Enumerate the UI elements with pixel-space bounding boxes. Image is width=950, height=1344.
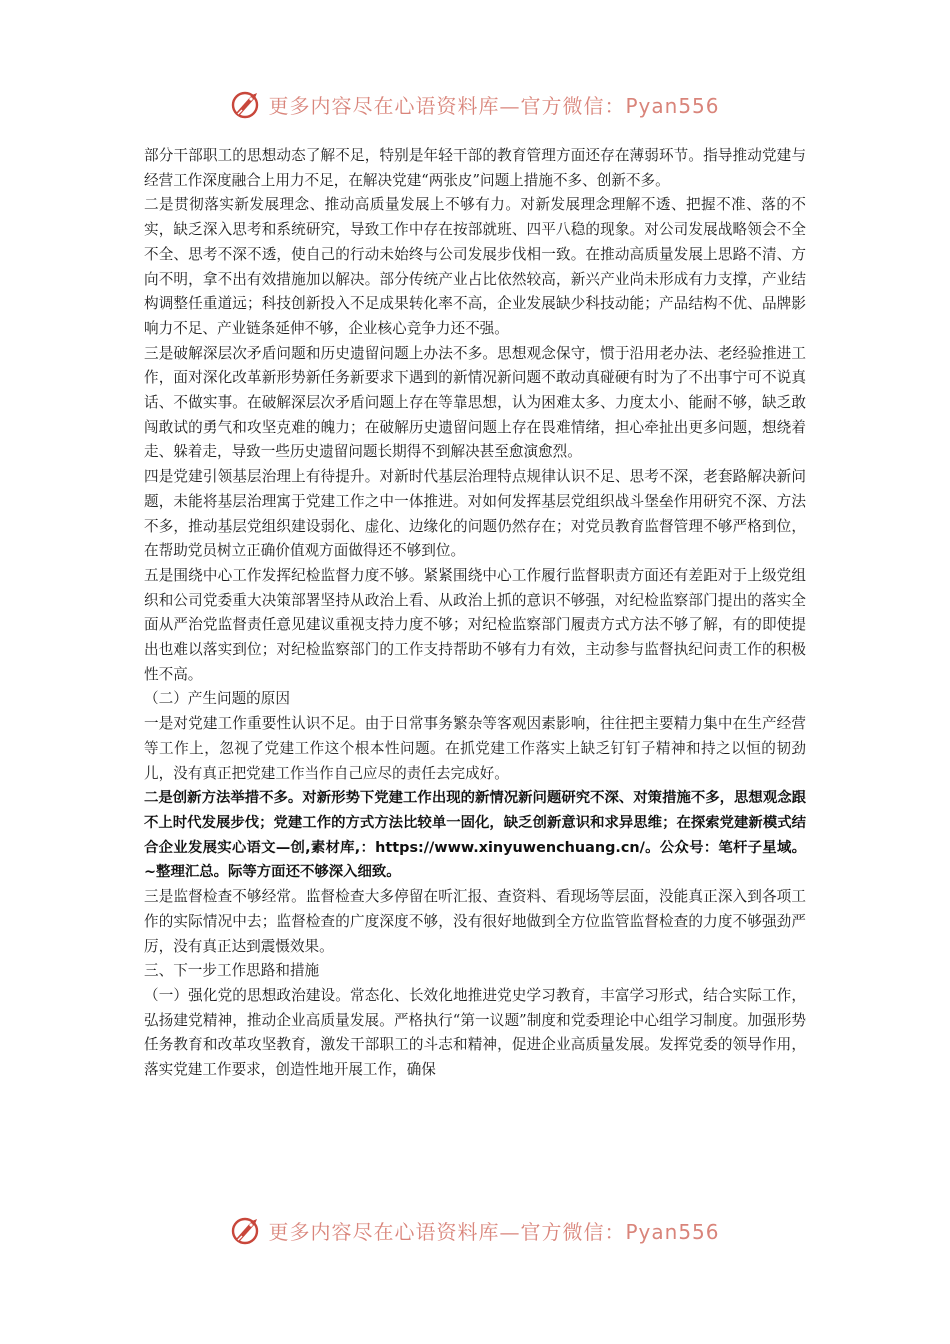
paragraph: 五是围绕中心工作发挥纪检监督力度不够。紧紧围绕中心工作履行监督职责方面还有差距对于上级党组织和公司党委重大决策部署坚持从政治上看、从政治上抓的意识不够强，对纪检监察部门提出的落实全面从严治党监督责任意见建议重视支持力度不够；对纪检监察部门履责方式方法不够了解，有的即使提出也难以落实到位；对纪检监察部门的工作支持帮助不够有力有效，主动参与监督执纪问责工作的积极性不高。 [144, 566, 806, 683]
banner-text [268, 90, 719, 119]
paragraph: 三是监督检查不够经常。监督检查大多停留在听汇报、查资料、看现场等层面，没能真正深入到各项工作的实际情况中去；监督检查的广度深度不够，没有很好地做到全方位监管监督检查的力度不够强劲严厉，没有真正达到震慑效果。 [144, 888, 806, 955]
document-body [144, 144, 806, 1083]
footer-watermark-banner [0, 1210, 950, 1250]
banner-wechat-id: Pyan556 [625, 93, 720, 118]
banner-wechat-id: Pyan556 [625, 1219, 720, 1244]
paragraph-bold: 二是创新方法举措不多。对新形势下党建工作出现的新情况新问题研究不深、对策措施不多，思想观念跟不上时代发展步伐；党建工作的方式方法比较单一固化，缺乏创新意识和求异思维；在探索党建新模式结合企业发展实心语文—创,素材库,：https://www.xinyuwenchuang.cn/。公众号：笔杆子星域。~整理汇总。际等方面还不够深入细致。 [144, 790, 806, 881]
banner-text-main: 更多内容尽在心语资料库—官方微信： [268, 93, 626, 118]
header-watermark-banner [0, 84, 950, 124]
pen-nib-circle-icon [230, 1213, 264, 1247]
paragraph: 部分干部职工的思想动态了解不足，特别是年轻干部的教育管理方面还存在薄弱环节。指导推动党建与经营工作深度融合上用力不足，在解决党建“两张皮”问题上措施不多、创新不多。 [144, 147, 806, 189]
section-heading: 三、下一步工作思路和措施 [144, 962, 320, 980]
paragraph: 四是党建引领基层治理上有待提升。对新时代基层治理特点规律认识不足、思考不深，老套路解决新问题，未能将基层治理寓于党建工作之中一体推进。对如何发挥基层党组织战斗堡垒作用研究不深、方法不多，推动基层党组织建设弱化、虚化、边缘化的问题仍然存在；对党员教育监督管理不够严格到位，在帮助党员树立正确价值观方面做得还不够到位。 [144, 468, 806, 560]
banner-text-main: 更多内容尽在心语资料库—官方微信： [268, 1219, 626, 1244]
paragraph: 一是对党建工作重要性认识不足。由于日常事务繁杂等客观因素影响，往往把主要精力集中在生产经营等工作上，忽视了党建工作这个根本性问题。在抓党建工作落实上缺乏钉钉子精神和持之以恒的韧劲儿，没有真正把党建工作当作自己应尽的责任去完成好。 [144, 715, 806, 782]
section-subheading: （二）产生问题的原因 [144, 690, 290, 708]
paragraph: 三是破解深层次矛盾问题和历史遗留问题上办法不多。思想观念保守，惯于沿用老办法、老经验推进工作，面对深化改革新形势新任务新要求下遇到的新情况新问题不敢动真碰硬有时为了不出事宁可不说真话、不做实事。在破解深层次矛盾问题上存在等靠思想，认为困难太多、力度太小、能耐不够，缺乏敢闯敢试的勇气和攻坚克难的魄力；在破解历史遗留问题上存在畏难情绪，担心牵扯出更多问题，想绕着走、躲着走，导致一些历史遗留问题长期得不到解决甚至愈演愈烈。 [144, 344, 806, 461]
paragraph: （一）强化党的思想政治建设。常态化、长效化地推进党史学习教育，丰富学习形式，结合实际工作，弘扬建党精神，推动企业高质量发展。严格执行“第一议题”制度和党委理论中心组学习制度。加强形势任务教育和改革攻坚教育，激发干部职工的斗志和精神，促进企业高质量发展。发挥党委的领导作用，落实党建工作要求，创造性地开展工作，确保 [144, 986, 806, 1079]
paragraph: 二是贯彻落实新发展理念、推动高质量发展上不够有力。对新发展理念理解不透、把握不准、落的不实，缺乏深入思考和系统研究，导致工作中存在按部就班、四平八稳的现象。对公司发展战略领会不全不全、思考不深不透，使自己的行动未始终与公司发展步伐相一致。在推动高质量发展上思路不清、方向不明，拿不出有效措施加以解决。部分传统产业占比依然较高，新兴产业尚未形成有力支撑，产业结构调整任重道远；科技创新投入不足成果转化率不高，企业发展缺少科技动能；产品结构不优、品牌影响力不足、产业链条延伸不够，企业核心竞争力还不强。 [144, 196, 806, 337]
banner-text [268, 1216, 719, 1245]
pen-nib-circle-icon [230, 87, 264, 121]
